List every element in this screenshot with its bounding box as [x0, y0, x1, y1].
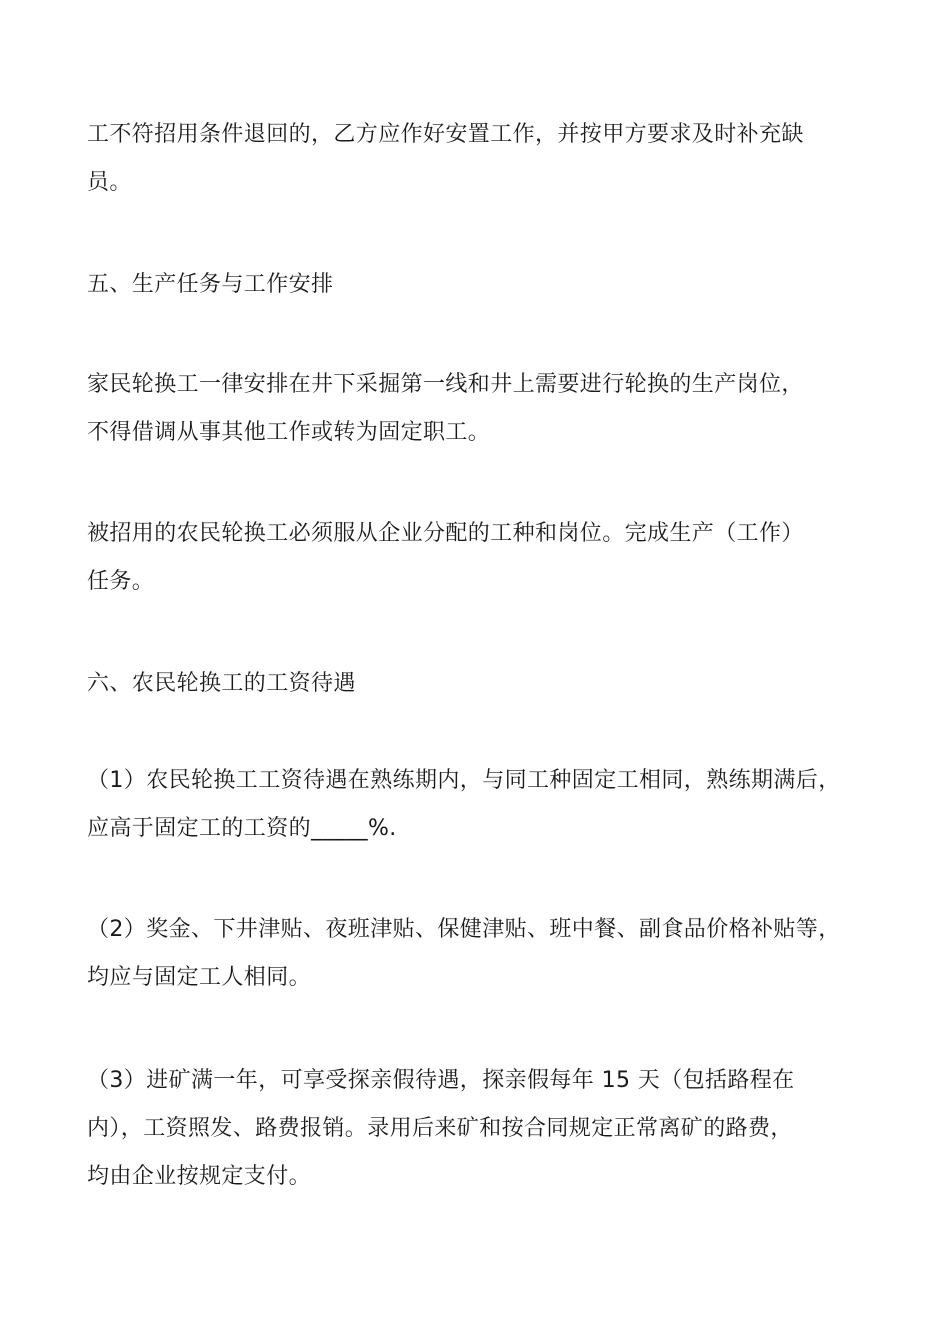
text-line: （2）奖金、下井津贴、夜班津贴、保健津贴、班中餐、副食品价格补贴等，	[87, 917, 841, 942]
paragraph-replacement-duty	[87, 111, 877, 207]
text-line: 员。	[87, 170, 132, 195]
section-heading-6: 六、农民轮换工的工资待遇	[87, 671, 356, 696]
text-line: 任务。	[87, 569, 155, 594]
text-line: （1）农民轮换工工资待遇在熟练期内，与同工种固定工相同，熟练期满后，	[87, 768, 841, 793]
text-line: 应高于固定工的工资的_____%.	[87, 816, 397, 841]
paragraph-obey-assignment	[87, 510, 877, 606]
text-line: 被招用的农民轮换工必须服从企业分配的工种和岗位。完成生产（工作）	[87, 521, 804, 546]
text-line: 不得借调从事其他工作或转为固定职工。	[87, 420, 491, 445]
text-line: 均由企业按规定支付。	[87, 1164, 312, 1189]
paragraph-wage-item-1	[87, 757, 877, 853]
text-line: （3）进矿满一年，可享受探亲假待遇，探亲假每年 15 天（包括路程在	[87, 1068, 795, 1093]
text-line: 内），工资照发、路费报销。录用后来矿和按合同规定正常离矿的路费，	[87, 1116, 793, 1141]
paragraph-wage-item-3	[87, 1057, 877, 1201]
paragraph-wage-item-2	[87, 906, 877, 1002]
paragraph-work-assignment	[87, 361, 877, 457]
text-line: 工不符招用条件退回的，乙方应作好安置工作，并按甲方要求及时补充缺	[87, 122, 804, 147]
section-heading-5: 五、生产任务与工作安排	[87, 272, 334, 297]
text-line: 均应与固定工人相同。	[87, 965, 312, 990]
text-line: 家民轮换工一律安排在井下采掘第一线和井上需要进行轮换的生产岗位，	[87, 372, 804, 397]
